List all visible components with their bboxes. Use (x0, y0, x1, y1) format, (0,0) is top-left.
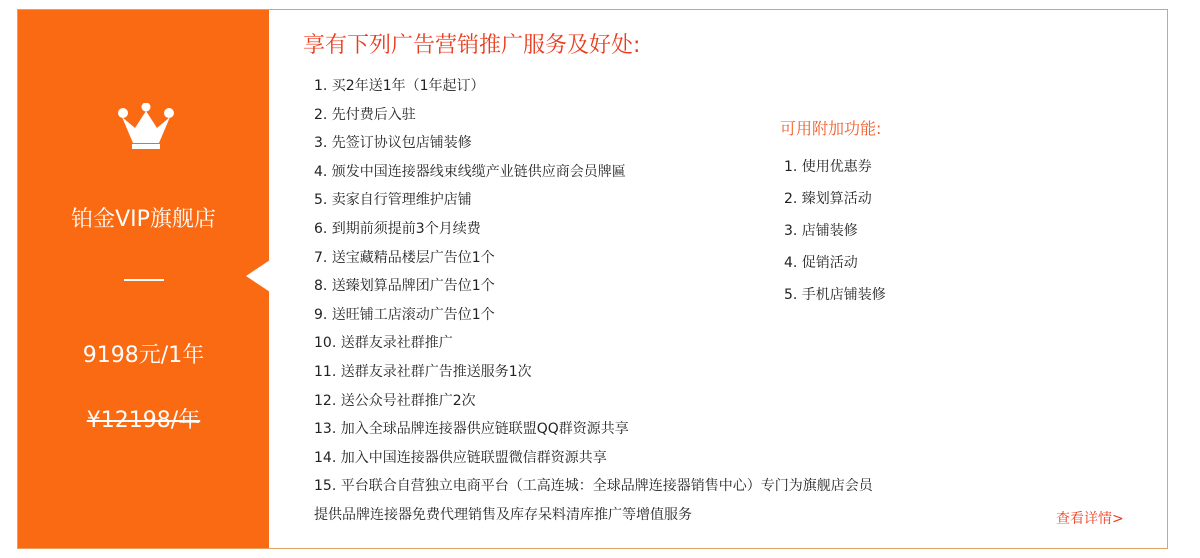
list-item: 10. 送群友录社群推广 (314, 335, 453, 352)
list-item: 1. 买2年送1年（1年起订） (314, 78, 485, 94)
list-item: 5. 卖家自行管理维护店铺 (314, 192, 472, 209)
list-item: 5. 手机店铺装修 (784, 287, 886, 303)
list-item: 4. 颁发中国连接器线束线缆产业链供应商会员牌匾 (314, 163, 626, 180)
list-item: 6. 到期前须提前3个月续费 (314, 220, 481, 237)
list-item: 2. 臻划算活动 (784, 191, 872, 207)
list-item: 3. 店铺装修 (784, 223, 858, 239)
list-item: 13. 加入全球品牌连接器供应链联盟QQ群资源共享 (314, 421, 629, 438)
list-item: 9. 送旺铺工店滚动广告位1个 (314, 306, 495, 323)
original-price: ¥12198/年 (86, 408, 201, 433)
list-item: 14. 加入中国连接器供应链联盟微信群资源共享 (314, 449, 607, 466)
vip-plan-card (17, 9, 1168, 549)
list-item: 12. 送公众号社群推广2次 (314, 392, 476, 409)
list-item: 1. 使用优惠券 (784, 159, 872, 175)
addons-list (784, 151, 886, 311)
plan-panel (18, 10, 269, 548)
list-item: 8. 送臻划算品牌团广告位1个 (314, 278, 495, 295)
plan-price: 9198元/1年 (82, 343, 205, 368)
list-item: 2. 先付费后入驻 (314, 106, 416, 123)
list-item: 3. 先签订协议包店铺装修 (314, 135, 472, 152)
divider (124, 279, 164, 281)
list-item: 15. 平台联合自营独立电商平台（工高连城：全球品牌连接器销售中心）专门为旗舰店会员 (314, 478, 873, 495)
list-item: 提供品牌连接器免费代理销售及库存呆料清库推广等增值服务 (314, 506, 692, 523)
list-item: 4. 促销活动 (784, 255, 858, 271)
pointer-notch (246, 260, 270, 292)
plan-title: 铂金VIP旗舰店 (71, 207, 216, 232)
list-item: 7. 送宝藏精品楼层广告位1个 (314, 249, 495, 266)
view-details-link[interactable]: 查看详情> (1056, 511, 1124, 527)
benefits-heading: 享有下列广告营销推广服务及好处: (303, 33, 641, 58)
list-item: 11. 送群友录社群广告推送服务1次 (314, 363, 532, 380)
crown-icon (118, 103, 174, 149)
addons-title: 可用附加功能: (780, 119, 882, 138)
